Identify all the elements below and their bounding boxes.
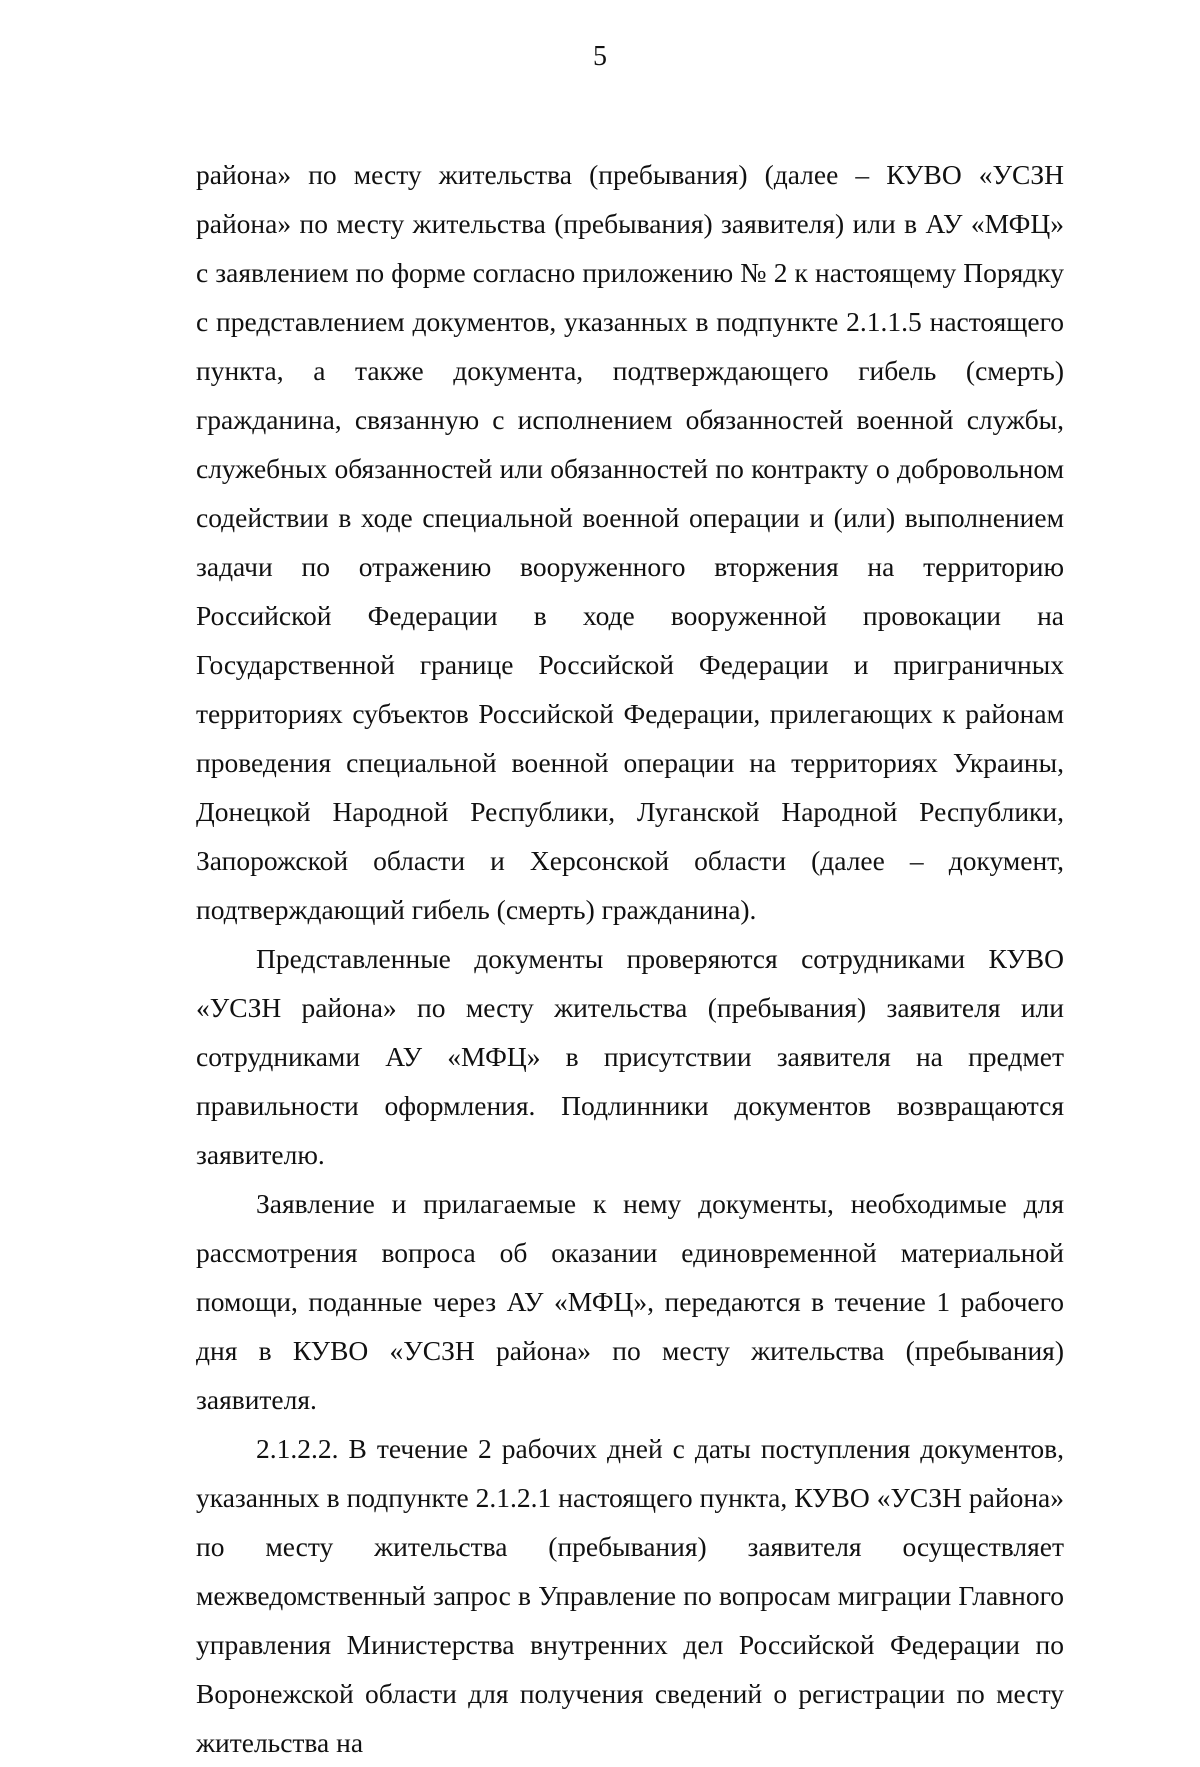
page-number: 5 (593, 41, 607, 72)
document-body (196, 150, 1064, 1767)
paragraph-clause-2-1-2-2: 2.1.2.2. В течение 2 рабочих дней с даты поступления документов, указанных в подпункте 2.1.2.1 настоящего пункта, КУВО «УСЗН района» по месту жительства (пребывания) заявителя осуществляет межведомственный запрос в Управление по вопросам миграции Главного управления Министерства внутренних дел Российской Федерации по Воронежской области для получения сведений о регистрации по месту жительства на (196, 1433, 1064, 1758)
paragraph-continuation: района» по месту жительства (пребывания) (далее – КУВО «УСЗН района» по месту жительства (пребывания) заявителя) или в АУ «МФЦ» с заявлением по форме согласно приложению № 2 к настоящему Порядку с представлением документов, указанных в подпункте 2.1.1.5 настоящего пункта, а также документа, подтверждающего гибель (смерть) гражданина, связанную с исполнением обязанностей военной службы, служебных обязанностей или обязанностей по контракту о добровольном содействии в ходе специальной военной операции и (или) выполнением задачи по отражению вооруженного вторжения на территорию Российской Федерации в ходе вооруженной провокации на Государственной границе Российской Федерации и приграничных территориях субъектов Российской Федерации, прилегающих к районам проведения специальной военной операции на территориях Украины, Донецкой Народной Республики, Луганской Народной Республики, Запорожской области и Херсонской области (далее – документ, подтверждающий гибель (смерть) гражданина). (196, 159, 1064, 925)
paragraph-document-verification: Представленные документы проверяются сотрудниками КУВО «УСЗН района» по месту жительства (пребывания) заявителя или сотрудниками АУ «МФЦ» в присутствии заявителя на предмет правильности оформления. Подлинники документов возвращаются заявителю. (196, 943, 1064, 1170)
paragraph-application-transfer: Заявление и прилагаемые к нему документы, необходимые для рассмотрения вопроса об оказании единовременной материальной помощи, поданные через АУ «МФЦ», передаются в течение 1 рабочего дня в КУВО «УСЗН района» по месту жительства (пребывания) заявителя. (196, 1188, 1064, 1415)
